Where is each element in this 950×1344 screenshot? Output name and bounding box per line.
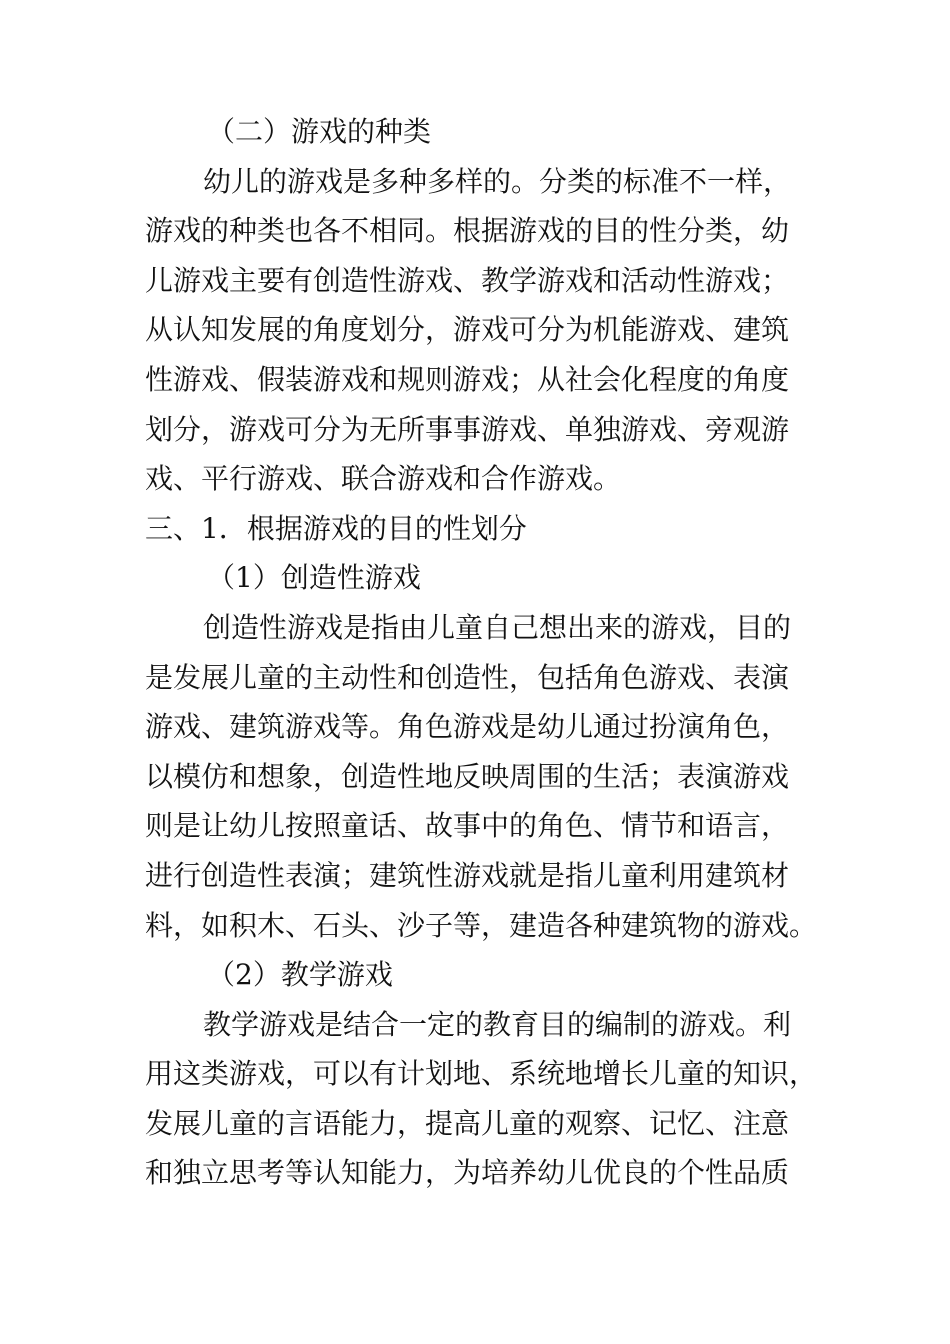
paragraph-line: 和独立思考等认知能力，为培养幼儿优良的个性品质 — [145, 1156, 790, 1190]
paragraph-line: 是发展儿童的主动性和创造性，包括角色游戏、表演 — [145, 660, 790, 694]
paragraph-line: 幼儿的游戏是多种多样的。分类的标准不一样， — [203, 164, 792, 198]
paragraph-line: 以模仿和想象，创造性地反映周围的生活；表演游戏 — [145, 759, 790, 793]
paragraph-line: 性游戏、假装游戏和规则游戏；从社会化程度的角度 — [145, 362, 790, 396]
paragraph-line: 从认知发展的角度划分，游戏可分为机能游戏、建筑 — [145, 313, 790, 347]
paragraph-line: 用这类游戏，可以有计划地、系统地增长儿童的知识， — [145, 1057, 818, 1091]
paragraph-line: 教学游戏是结合一定的教育目的编制的游戏。利 — [203, 1007, 792, 1041]
subsection-title: （2）教学游戏 — [207, 958, 393, 992]
paragraph-line: 游戏的种类也各不相同。根据游戏的目的性分类，幼 — [145, 214, 790, 248]
paragraph-line: 创造性游戏是指由儿童自己想出来的游戏，目的 — [203, 610, 792, 644]
paragraph-line: 进行创造性表演；建筑性游戏就是指儿童利用建筑材 — [145, 858, 790, 892]
paragraph-line: 料，如积木、石头、沙子等，建造各种建筑物的游戏。 — [145, 908, 818, 942]
paragraph-line: 儿游戏主要有创造性游戏、教学游戏和活动性游戏； — [145, 263, 790, 297]
section-title: （二）游戏的种类 — [207, 115, 432, 148]
document-body — [145, 107, 818, 1198]
paragraph-line: 发展儿童的言语能力，提高儿童的观察、记忆、注意 — [145, 1106, 790, 1140]
paragraph-line: 戏、平行游戏、联合游戏和合作游戏。 — [145, 462, 622, 496]
paragraph-line: 划分，游戏可分为无所事事游戏、单独游戏、旁观游 — [145, 412, 790, 446]
paragraph-line: 游戏、建筑游戏等。角色游戏是幼儿通过扮演角色， — [145, 710, 790, 744]
subsection-title: （1）创造性游戏 — [207, 561, 421, 595]
section-heading: 三、1．根据游戏的目的性划分 — [145, 511, 527, 545]
paragraph-line: 则是让幼儿按照童话、故事中的角色、情节和语言， — [145, 809, 790, 843]
